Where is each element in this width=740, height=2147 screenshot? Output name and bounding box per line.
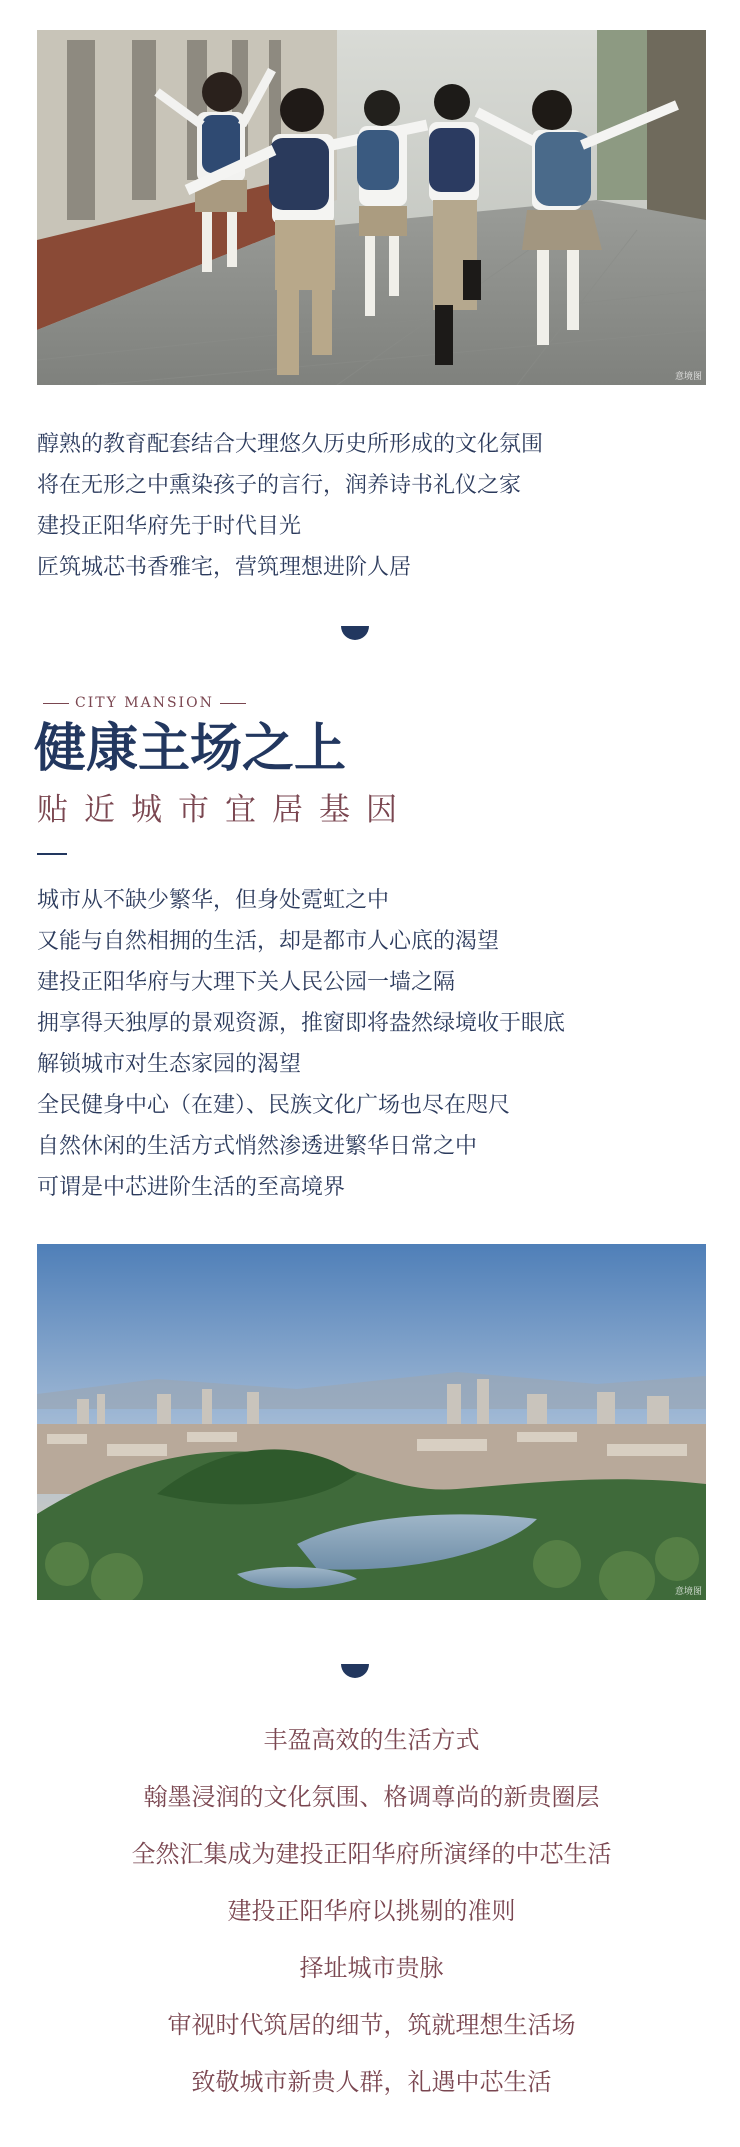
closing-line: 审视时代筑居的细节，筑就理想生活场 — [167, 2011, 576, 2039]
semicircle-divider — [341, 626, 369, 640]
health-line: 又能与自然相拥的生活，却是都市人心底的渴望 — [37, 929, 500, 954]
closing-line: 翰墨浸润的文化氛围、格调尊尚的新贵圈层 — [143, 1783, 600, 1811]
semicircle-divider — [341, 1664, 369, 1678]
eyebrow-text: CITY MANSION — [75, 695, 214, 711]
eyebrow-rule-left — [43, 703, 69, 704]
closing-paragraph — [37, 1712, 706, 2111]
students-illustration — [37, 30, 706, 385]
health-paragraph — [37, 880, 706, 1208]
health-line: 城市从不缺少繁华，但身处霓虹之中 — [37, 888, 390, 913]
city-park-photo — [37, 1244, 706, 1600]
health-line: 解锁城市对生态家园的渴望 — [37, 1052, 302, 1077]
city-park-illustration — [37, 1244, 706, 1600]
health-line: 自然休闲的生活方式悄然渗透进繁华日常之中 — [37, 1134, 478, 1159]
students-photo-watermark: 意境图 — [674, 372, 702, 382]
intro-line: 醇熟的教育配套结合大理悠久历史所形成的文化氛围 — [37, 432, 544, 457]
intro-paragraph — [37, 424, 706, 588]
intro-line: 将在无形之中熏染孩子的言行，润养诗书礼仪之家 — [37, 473, 522, 498]
eyebrow-rule-right — [220, 703, 246, 704]
section-title: 健康主场之上 — [34, 719, 347, 779]
health-line: 全民健身中心（在建）、民族文化广场也尽在咫尺 — [37, 1093, 511, 1118]
closing-line: 择址城市贵脉 — [299, 1954, 444, 1982]
closing-line: 建投正阳华府以挑剔的准则 — [227, 1897, 516, 1925]
closing-line: 丰盈高效的生活方式 — [263, 1726, 480, 1754]
section-short-rule — [37, 853, 67, 855]
health-line: 拥享得天独厚的景观资源，推窗即将盎然绿境收于眼底 — [37, 1011, 566, 1036]
section-subtitle: 贴近城市宜居基因 — [37, 792, 413, 828]
intro-line: 匠筑城芯书香雅宅，营筑理想进阶人居 — [37, 555, 412, 580]
health-line: 建投正阳华府与大理下关人民公园一墙之隔 — [37, 970, 456, 995]
section-eyebrow — [37, 692, 252, 714]
closing-line: 全然汇集成为建投正阳华府所演绎的中芯生活 — [131, 1840, 612, 1868]
health-line: 可谓是中芯进阶生活的至高境界 — [37, 1175, 346, 1200]
closing-line: 致敬城市新贵人群，礼遇中芯生活 — [191, 2068, 552, 2096]
city-photo-watermark: 意境图 — [674, 1587, 702, 1597]
students-photo — [37, 30, 706, 385]
intro-line: 建投正阳华府先于时代目光 — [37, 514, 302, 539]
